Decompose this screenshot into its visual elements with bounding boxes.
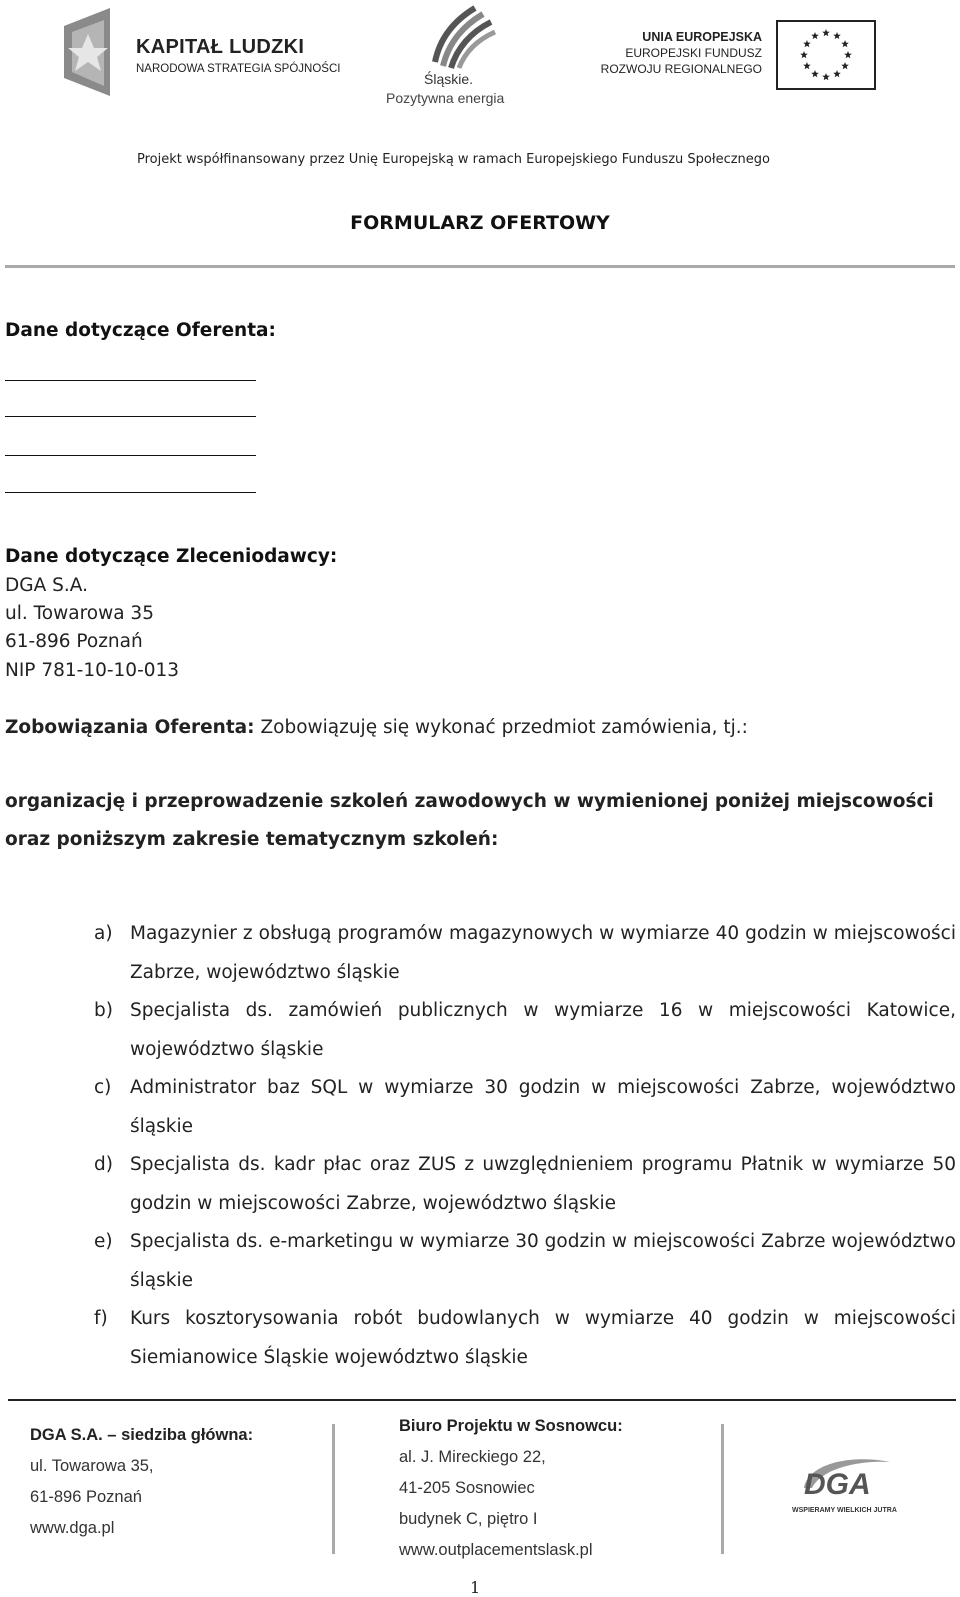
client-line: 61-896 Poznań <box>5 631 143 652</box>
list-item <box>94 1069 956 1146</box>
office-website-link[interactable]: www.outplacementslask.pl <box>399 1541 593 1559</box>
slaskie-name: Śląskie. <box>424 71 474 87</box>
list-item-text: Specjalista ds. e-marketingu w wymiarze 30 godzin w miejscowości Zabrze województwo śląskie <box>130 1231 956 1291</box>
eu-flag-icon <box>776 20 876 90</box>
hq-line: 61-896 Poznań <box>30 1488 142 1506</box>
office-title: Biuro Projektu w Sosnowcu: <box>399 1417 623 1435</box>
dga-slogan: WSPIERAMY WIELKICH JUTRA <box>792 1507 897 1514</box>
offeror-blank-line[interactable] <box>5 492 256 493</box>
offeror-label: Dane dotyczące Oferenta: <box>5 320 276 341</box>
office-line: 41-205 Sosnowiec <box>399 1479 535 1497</box>
scope-line: organizację i przeprowadzenie szkoleń zawodowych w wymienionej poniżej miejscowości <box>5 791 934 812</box>
footer-separator <box>332 1424 335 1554</box>
list-item-text: Magazynier z obsługą programów magazynowych w wymiarze 40 godzin w miejscowości Zabrze, województwo śląskie <box>130 923 956 983</box>
client-line: DGA S.A. <box>5 575 88 596</box>
dga-logo-text: DGA <box>804 1468 871 1501</box>
list-marker: f) <box>94 1308 108 1329</box>
list-item-text: Kurs kosztorysowania robót budowlanych w wymiarze 40 godzin w miejscowości Siemianowice Śląskie województwo śląskie <box>130 1308 956 1368</box>
eu-line-2: EUROPEJSKI FUNDUSZ <box>625 46 762 60</box>
kapital-ludzki-title: KAPITAŁ LUDZKI <box>136 36 305 58</box>
client-label: Dane dotyczące Zleceniodawcy: <box>5 546 338 567</box>
eu-fund-text <box>595 30 762 76</box>
kapital-ludzki-subtitle: NARODOWA STRATEGIA SPÓJNOŚCI <box>136 63 341 75</box>
list-marker: d) <box>94 1154 113 1175</box>
offeror-blank-line[interactable] <box>5 416 256 417</box>
page-title: FORMULARZ OFERTOWY <box>350 212 610 234</box>
cofinance-note: Projekt współfinansowany przez Unię Europejską w ramach Europejskiego Funduszu Społecznego <box>137 152 770 167</box>
list-marker: e) <box>94 1231 113 1252</box>
hq-title: DGA S.A. – siedziba główna: <box>30 1426 254 1444</box>
footer-separator <box>721 1424 724 1554</box>
obligations-label: Zobowiązania Oferenta: <box>5 717 255 738</box>
list-item-text: Specjalista ds. kadr płac oraz ZUS z uwzględnieniem programu Płatnik w wymiarze 50 godzin w miejscowości Zabrze, województwo śląskie <box>130 1154 956 1214</box>
footer-divider <box>8 1399 956 1401</box>
list-item <box>94 1146 956 1223</box>
list-marker: c) <box>94 1077 112 1098</box>
obligations <box>5 717 748 738</box>
list-item <box>94 1223 956 1300</box>
list-item-text: Specjalista ds. zamówień publicznych w wymiarze 16 w miejscowości Katowice, województwo śląskie <box>130 1000 956 1060</box>
dga-logo <box>790 1450 902 1520</box>
client-line: NIP 781-10-10-013 <box>5 660 180 681</box>
office-line: al. J. Mireckiego 22, <box>399 1448 546 1466</box>
list-marker: b) <box>94 1000 113 1021</box>
offeror-blank-line[interactable] <box>5 455 256 456</box>
hq-website-link[interactable]: www.dga.pl <box>30 1519 115 1537</box>
list-marker: a) <box>94 923 113 944</box>
slaskie-tagline: Pozytywna energia <box>386 90 505 106</box>
footer-hq <box>30 1426 253 1538</box>
header-divider <box>5 265 955 268</box>
eu-line-3: ROZWOJU REGIONALNEGO <box>600 62 762 76</box>
eu-line-1: UNIA EUROPEJSKA <box>642 30 762 44</box>
footer-office <box>399 1417 623 1560</box>
scope-line: oraz poniższym zakresie tematycznym szkoleń: <box>5 829 499 850</box>
offeror-blank-line[interactable] <box>5 380 256 381</box>
list-item <box>94 1300 956 1377</box>
list-item <box>94 915 956 992</box>
training-list <box>94 915 956 1377</box>
obligations-text: Zobowiązuję się wykonać przedmiot zamówienia, tj.: <box>254 717 748 738</box>
list-item <box>94 992 956 1069</box>
page-number: 1 <box>470 1578 481 1597</box>
hq-line: ul. Towarowa 35, <box>30 1457 154 1475</box>
office-line: budynek C, piętro I <box>399 1510 538 1528</box>
client-line: ul. Towarowa 35 <box>5 603 154 624</box>
list-item-text: Administrator baz SQL w wymiarze 30 godzin w miejscowości Zabrze, województwo śląskie <box>130 1077 956 1137</box>
